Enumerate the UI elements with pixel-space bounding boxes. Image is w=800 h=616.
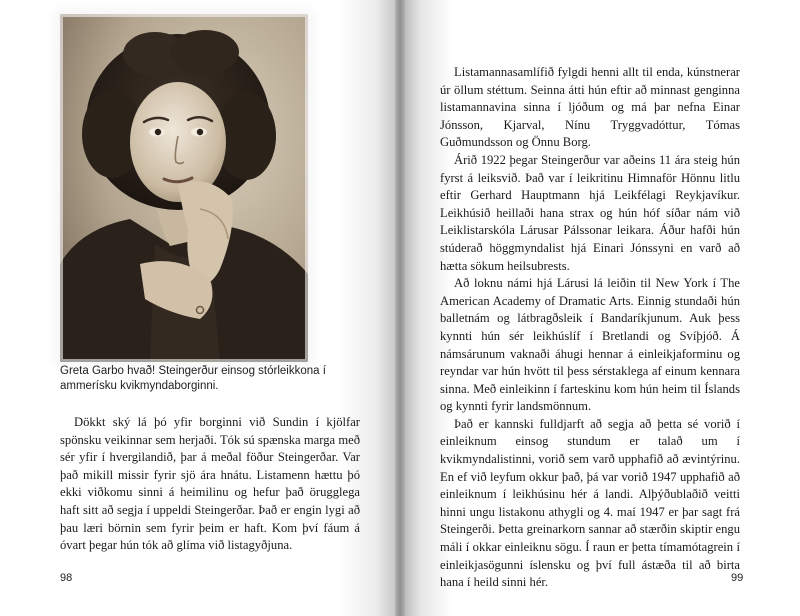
page-number-right: 99 bbox=[731, 572, 744, 584]
paragraph: Að loknu námi hjá Lárusi lá leiðin til New York í The American Academy of Dramatic Arts. Einnig stundaði hún balletnám og látbragðsleik í Bandaríkjunum. Auk þess kynnti hún sér leikhúslíf í Bretlandi og Svíþjóð. Á námsárunum vaknaði áhugi hennar á einleikjaforminu og reyndar var hún hvött til þess sérstaklega af einum kennara sinna. Með einleikinn í farteskinu kom hún heim til Íslands og kynnti fyrir landsmönnum. bbox=[440, 276, 740, 414]
page-number-left: 98 bbox=[60, 572, 73, 584]
left-page bbox=[0, 0, 395, 616]
paragraph: Listamannasamlífið fylgdi henni allt til enda, kúnstnerar úr öllum stéttum. Seinna átti hún eftir að minnast genginna listamannavina sinna í ljóðum og má þar nefna Einar Jónsson, Kjarval, Nínu Tryggvadóttur, Tómas Guðmundsson og Önnu Borg. bbox=[440, 65, 740, 150]
portrait-photo bbox=[60, 14, 308, 362]
portrait-illustration bbox=[60, 14, 308, 362]
left-body-text bbox=[60, 414, 360, 555]
book-gutter bbox=[395, 0, 405, 616]
right-page bbox=[405, 0, 800, 616]
paragraph: Það er kannski fulldjarft að segja að þetta sé vorið í einleiknum einsog stundum er talað um í kvikmyndalistinni, vorið sem varð upphafið að ævintýrinu. En ef við leyfum okkur það, þá var vorið 1947 upphafið að einleiknum í leikhúsinu hér á landi. Alþýðublaðið veitti hinni ungu listakonu athygli og 4. maí 1947 er þar sagt frá Steingerði. Þetta greinarkorn sannar að stærðin skiptir engu máli í okkar einleiknu sögu. Í raun er þetta tímamótagrein í einleikjasögunni íslensku og því full ástæða til að birta hana í heild sinni hér. bbox=[440, 416, 740, 590]
paragraph: Dökkt ský lá þó yfir borginni við Sundin í kjölfar spönsku veikinnar sem herjaði. Tók sú spænska marga með sér yfir í hvergilandið, þar á meðal föður Steingerðar. Var það mikill missir fyrir sjö ára hnátu. Listamenn hættu þó ekki viðkomu sinni á heimilinu og hefur það örugglega haft sitt að segja í uppeldi Steingerðar. Það er engin lygi að þau læri börnin sem fyrir þeim er haft. Kom því fáum á óvart þegar hún tók að glíma við listagyðjuna. bbox=[60, 415, 360, 553]
right-body-text bbox=[440, 64, 740, 592]
photo-caption: Greta Garbo hvað! Steingerður einsog stórleikkona í ammerísku kvikmyndaborginni. bbox=[60, 365, 326, 392]
paragraph: Árið 1922 þegar Steingerður var aðeins 11 ára steig hún fyrst á leiksvið. Það var í leikritinu Himnaför Hönnu litlu eftir Gerhard Hauptmann hjá Leikfélagi Reykjavíkur. Leikhúsið heillaði hana strax og hún hóf síðar nám við Leiklistarskóla Lárusar Pálssonar leikara. Áður hafði hún stúderað höggmyndalist hjá Einari Jónssyni en varð að hætta sökum heilsubrests. bbox=[440, 152, 740, 273]
